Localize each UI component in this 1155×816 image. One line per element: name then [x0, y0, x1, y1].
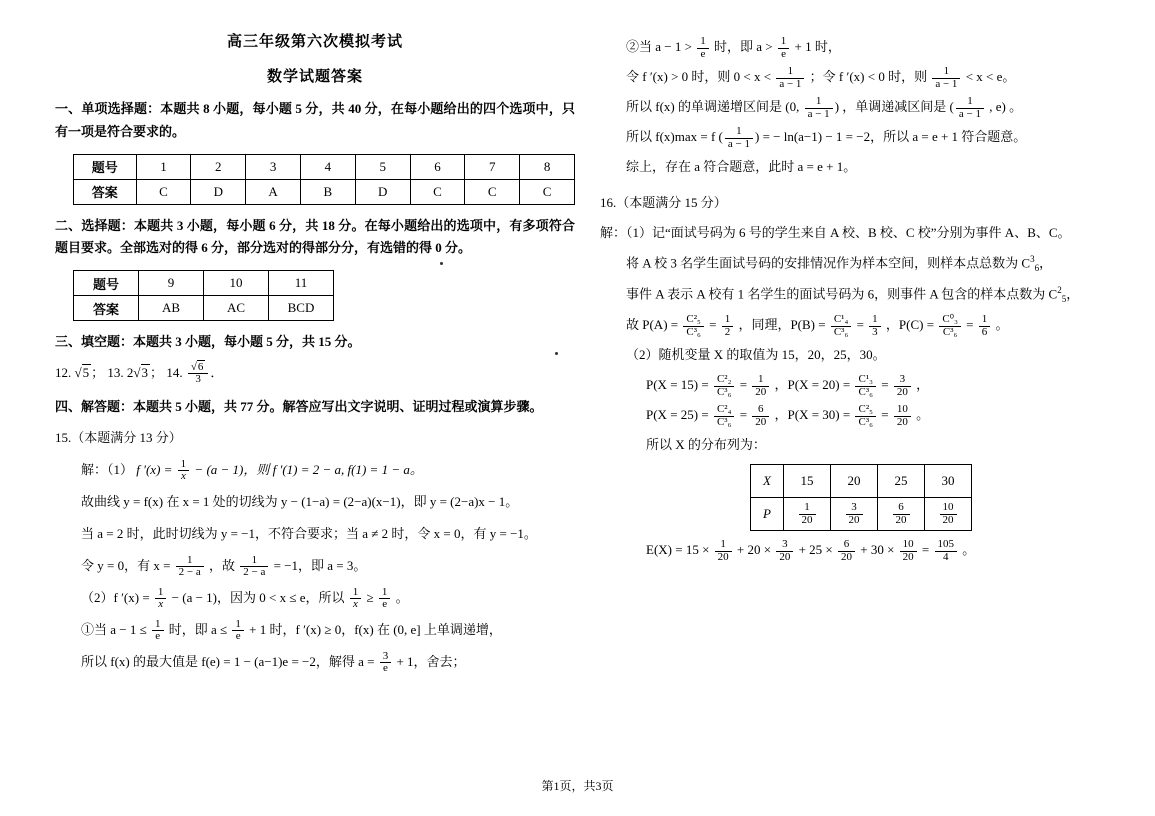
cell: $\frac{10}{20}$ [925, 498, 972, 531]
q15-label: 15.（本题满分 13 分） [55, 429, 182, 445]
fraction: $\frac{10}{20}$ [894, 404, 911, 428]
q15-line-7 [81, 649, 575, 675]
section2-heading: 二、选择题：本题共 3 小题，每小题 6 分，共 18 分。在每小题给出的选项中，有多项符合题目要求。全部选对的得 6 分，部分选对的得部分分，有选错的得 0 分。 [55, 217, 575, 256]
fill-13-label: 13. [107, 364, 124, 380]
right-column [600, 30, 1120, 563]
section3-answers: 12. √ 5 ； 13. 2 √ 3 ； 14. √ $\frac{6}{3}$ ． [55, 360, 575, 386]
fraction: $\frac{1}{3}$ [869, 314, 881, 338]
expr: ①当 a − 1 ≤ [81, 621, 147, 637]
fraction: $\frac{\text{C¹₃}}{\text{C³₆}}$ [855, 374, 875, 398]
expr: 。 [1009, 99, 1023, 115]
fraction: $\frac{\text{C²₅}}{\text{C³₆}}$ [683, 314, 703, 338]
interval-end: , e [989, 99, 1002, 115]
expr: = −1，即 a = 3。 [273, 557, 367, 573]
section1-answer-table [73, 154, 575, 205]
fraction: $\frac{1}{a - 1}$ [956, 96, 984, 120]
row-label-p: P [751, 498, 784, 531]
expr: ，单调递减区间是 [842, 99, 947, 115]
fraction: $\frac{1}{a - 1}$ [776, 66, 804, 90]
fraction: $\frac{3}{20}$ [894, 374, 911, 398]
page-subtitle: 数学试题答案 [266, 69, 363, 85]
expr: + 1 时， [794, 39, 841, 54]
expr: P(X = 15) = [646, 377, 709, 393]
row-label: 答案 [74, 296, 139, 321]
expr: + 1 时，f ′(x) ≥ 0，f(x) 在 (0, e] 上单调递增， [249, 621, 502, 637]
expr: 令 f ′(x) > 0 时，则 0 < x < [626, 69, 772, 85]
cell: 30 [925, 465, 972, 498]
section1-heading: 一、单项选择题：本题共 8 小题，每小题 5 分，共 40 分，在每小题给出的四个选项中，只有一项是符合要求的。 [55, 101, 575, 139]
cell: 7 [465, 154, 520, 179]
q16-line-3: 事件 A 表示 A 校有 1 名学生的面试号码为 6，则事件 A 包含的样本点数为 $C^2_5$， [626, 285, 1080, 305]
row-label: 题号 [74, 271, 139, 296]
q15-line-3: 当 a = 2 时，此时切线为 y = −1，不符合要求；当 a ≠ 2 时，令 x = 0，有 y = −1。 [81, 525, 537, 541]
q16-line-7: P(X = 25) = $\frac{\text{C²₄}}{\text{C³₆}}$ = $\frac{6}{20}$ ，P(X = 30) = $\frac{\text{C²₅}}{\text{C³₆}}$ = $\frac{10}{20}$ 。 [646, 403, 930, 428]
expr: 时，即 a > [713, 39, 773, 54]
fraction: $\frac{1}{e}$ [697, 36, 709, 60]
q16-line-4: 故 P(A) = $\frac{\text{C²₅}}{\text{C³₆}}$ = $\frac{1}{2}$ ，同理，P(B) = $\frac{\text{C¹₄}}{\text{C³₆}}$ = $\frac{1}{3}$ ，P(C) = $\frac{\text{C⁰₃}}{\text{C³₆}}$ = $\frac{1}{6}$ 。 [626, 313, 1009, 338]
expr: ，故 [209, 557, 236, 573]
cell: 3 [246, 154, 301, 179]
table-row [751, 498, 972, 531]
fraction: $\frac{\text{C²₄}}{\text{C³₆}}$ [714, 404, 734, 428]
fraction: $\frac{1}{a - 1}$ [805, 96, 833, 120]
fraction: $\frac{\text{C²₅}}{\text{C³₆}}$ [855, 404, 875, 428]
expr: 故 P(A) = [626, 317, 679, 333]
fraction: $\frac{1}{20}$ [752, 374, 769, 398]
cell: 20 [831, 465, 878, 498]
cell: B [301, 179, 356, 204]
fraction: $\frac{\text{C⁰₃}}{\text{C³₆}}$ [939, 314, 961, 338]
cell: $\frac{1}{20}$ [784, 498, 831, 531]
page-footer: 第1页，共3页 [541, 779, 614, 793]
interval-start: 0, [789, 99, 800, 115]
fraction: $\frac{1}{e}$ [379, 587, 391, 611]
expr: 时，即 a ≤ [168, 621, 228, 637]
fraction: $\frac{3}{e}$ [380, 651, 392, 675]
fraction: $\frac{105}{4}$ [935, 539, 958, 563]
q15b-line-2 [626, 64, 1120, 90]
expr: − (a − 1)，则 f ′(1) = 2 − a, f(1) = 1 − a。 [194, 461, 423, 477]
expr: + 1，舍去； [396, 653, 466, 669]
sqrt-icon [133, 364, 150, 380]
section3-heading: 三、填空题：本题共 3 小题，每小题 5 分，共 15 分。 [55, 334, 361, 349]
cell: D [191, 179, 246, 204]
distribution-table [750, 464, 972, 531]
cell: 25 [878, 465, 925, 498]
left-column [55, 30, 575, 675]
cell: AB [139, 296, 204, 321]
fraction: $\frac{10}{20}$ [900, 539, 917, 563]
table-row [74, 296, 334, 321]
cell: 8 [520, 154, 575, 179]
cell: C [136, 179, 191, 204]
fraction: $\frac{\text{C²₂}}{\text{C³₆}}$ [714, 374, 734, 398]
cell: D [355, 179, 410, 204]
q15b-line-1 [626, 34, 1120, 60]
cell: 11 [269, 271, 334, 296]
fraction: $\frac{1}{20}$ [715, 539, 732, 563]
fraction: $\frac{1}{2 - a}$ [176, 555, 204, 579]
fraction: $\frac{1}{6}$ [979, 314, 991, 338]
q15-line-5 [81, 585, 575, 611]
q16-expectation: E(X) = 15 × $\frac{1}{20}$ + 20 × $\frac{3}{20}$ + 25 × $\frac{6}{20}$ + 30 × $\frac{10}{20}$ = $\frac{105}{4}$ 。 [646, 538, 976, 563]
q16-line-8: 所以 X 的分布列为： [646, 437, 766, 453]
expr: ②当 a − 1 > [626, 39, 692, 54]
cell: 9 [139, 271, 204, 296]
fraction: $\frac{6}{20}$ [752, 404, 769, 428]
cell: 6 [410, 154, 465, 179]
q15-line-6 [81, 617, 575, 643]
q16-label: 16.（本题满分 15 分） [600, 195, 727, 211]
expr: = − ln(a−1) − 1 = −2，所以 a = e + 1 符合题意。 [762, 129, 1027, 145]
page-title: 高三年级第六次模拟考试 [226, 34, 403, 50]
expr: 。 [395, 589, 409, 605]
q16-line-5: （2）随机变量 X 的取值为 15，20，25，30。 [626, 347, 886, 363]
q16-line-2: 将 A 校 3 名学生面试号码的安排情况作为样本空间，则样本点总数为 $C^3_6$， [626, 254, 1053, 274]
q15-line-1 [81, 457, 575, 483]
expr: 将 A 校 3 名学生面试号码的安排情况作为样本空间，则样本点总数为 C [626, 255, 1031, 271]
cell: 5 [355, 154, 410, 179]
fraction: $\frac{1}{x}$ [350, 587, 362, 611]
table-row [74, 271, 334, 296]
expr: 所以 f(x) 的单调递增区间是 [626, 99, 782, 115]
fraction: $\frac{\text{C¹₄}}{\text{C³₆}}$ [831, 314, 851, 338]
fraction: $\frac{1}{2 - a}$ [240, 555, 268, 579]
q15-line-4 [81, 553, 575, 579]
cell: A [246, 179, 301, 204]
expr: 令 y = 0，有 x = [81, 557, 171, 573]
cell: 4 [301, 154, 356, 179]
expr: 所以 f(x)max = f [626, 129, 716, 145]
cell: $\frac{3}{20}$ [831, 498, 878, 531]
fill-12-label: 12. [55, 364, 72, 380]
q15b-line-3: 所以 f(x) 的单调递增区间是 (0, $\frac{1}{a - 1}$ ) ，单调递减区间是 ( $\frac{1}{a - 1}$ , e) 。 [626, 95, 1023, 120]
fill-13-value: 3 [141, 364, 149, 380]
expr: f ′(x) = [136, 461, 173, 477]
expr: − (a − 1)，因为 0 < x ≤ e，所以 [171, 589, 345, 605]
q16-line-6: P(X = 15) = $\frac{\text{C²₂}}{\text{C³₆}}$ = $\frac{1}{20}$ ，P(X = 20) = $\frac{\text{C¹₃}}{\text{C³₆}}$ = $\frac{3}{20}$ ， [646, 373, 930, 398]
sqrt-icon [75, 364, 92, 380]
q16-line-1: 解：（1）记“面试号码为 6 号的学生来自 A 校、B 校、C 校”分别为事件 A、B、C。 [600, 225, 1071, 241]
expr: P(X = 25) = [646, 407, 709, 423]
fraction: $\frac{1}{x}$ [178, 459, 190, 483]
q15b-line-4: 所以 f(x)max = f ( $\frac{1}{a - 1}$ ) = − ln(a−1) − 1 = −2，所以 a = e + 1 符合题意。 [626, 125, 1027, 150]
row-label: 答案 [74, 179, 137, 204]
page-speck [440, 262, 443, 265]
fraction: $\frac{1}{e}$ [778, 36, 790, 60]
row-label: 题号 [74, 154, 137, 179]
fraction: $\frac{3}{20}$ [776, 539, 793, 563]
cell: BCD [269, 296, 334, 321]
cell: 1 [136, 154, 191, 179]
cell: C [410, 179, 465, 204]
cell: C [465, 179, 520, 204]
fill-14-value: √ $\frac{6}{3}$ [188, 362, 209, 386]
expr: < x < e。 [965, 69, 1016, 85]
fill-12-value: 5 [82, 364, 90, 380]
expr: 事件 A 表示 A 校有 1 名学生的面试号码为 6，则事件 A 包含的样本点数为 C [626, 286, 1058, 302]
expr: （2）f ′(x) = [81, 589, 150, 605]
fill-13-coef: 2 [126, 364, 134, 380]
cell: 15 [784, 465, 831, 498]
fraction: $\frac{1}{e}$ [152, 619, 164, 643]
cell: 10 [204, 271, 269, 296]
q15-line-2: 故曲线 y = f(x) 在 x = 1 处的切线为 y − (1−a) = (2−a)(x−1)，即 y = (2−a)x − 1。 [81, 493, 519, 509]
expr: ；令 f ′(x) < 0 时，则 [809, 69, 928, 85]
row-label-x: X [751, 465, 784, 498]
section2-answer-table [73, 270, 334, 321]
cell: AC [204, 296, 269, 321]
table-row [74, 179, 575, 204]
table-row [751, 465, 972, 498]
expr: 所以 f(x) 的最大值是 f(e) = 1 − (a−1)e = −2，解得 a = [81, 653, 375, 669]
fill-14-label: 14. [166, 364, 183, 380]
fraction: $\frac{1}{a - 1}$ [725, 126, 753, 150]
fraction: $\frac{1}{x}$ [155, 587, 167, 611]
solve-prefix: 解：（1） [81, 461, 134, 477]
fraction: $\frac{1}{e}$ [232, 619, 244, 643]
table-row [74, 154, 575, 179]
q15b-line-5: 综上，存在 a 符合题意，此时 a = e + 1。 [626, 159, 857, 175]
fraction: $\frac{6}{20}$ [838, 539, 855, 563]
section4-heading: 四、解答题：本题共 5 小题，共 77 分。解答应写出文字说明、证明过程或演算步骤。 [55, 398, 543, 414]
expr: E(X) = 15 × [646, 542, 710, 558]
expr: ≥ [366, 589, 374, 605]
fraction: $\frac{1}{a - 1}$ [932, 66, 960, 90]
fraction: $\frac{1}{2}$ [722, 314, 734, 338]
page-speck [555, 352, 558, 355]
cell: C [520, 179, 575, 204]
cell: 2 [191, 154, 246, 179]
cell: $\frac{6}{20}$ [878, 498, 925, 531]
